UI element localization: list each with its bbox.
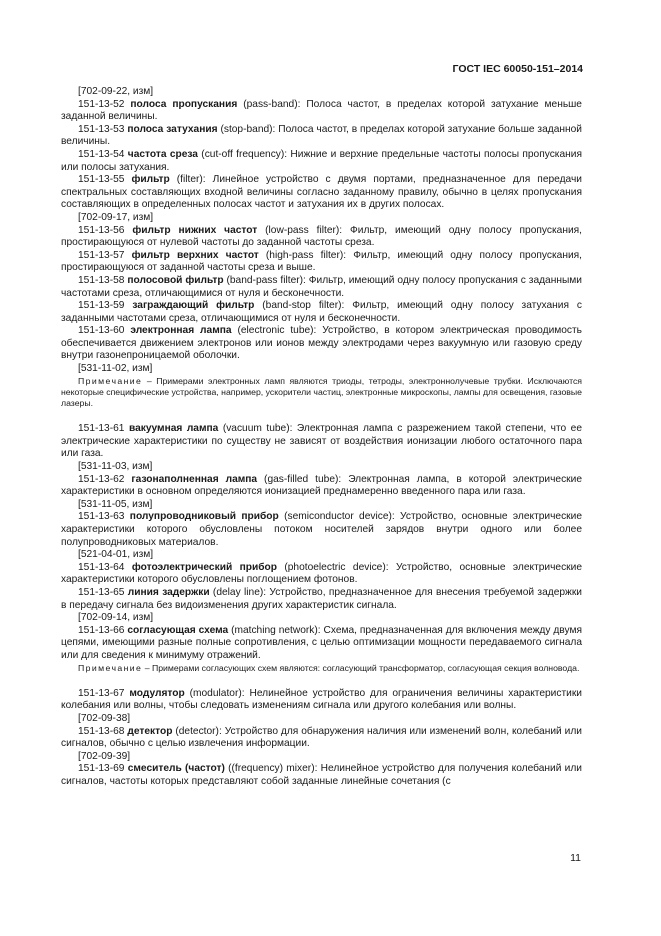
- entry-code: 151-13-69: [78, 763, 125, 775]
- entry-definition: (photoelectric device): Устройство, основные электрические характеристики которого обусловлены поглощением фотонов.: [61, 561, 582, 586]
- entry-term: газонаполненная лампа: [131, 473, 258, 485]
- entry-term: фильтр верхних частот: [131, 249, 259, 261]
- term-entry: [61, 688, 582, 713]
- entry-definition: (stop-band): Полоса частот, в пределах которой затухание больше заданной величины.: [61, 123, 582, 148]
- entry-code: 151-13-56: [78, 224, 125, 236]
- entry-term: частота среза: [127, 148, 198, 160]
- term-entry: [61, 174, 582, 212]
- term-entry: [61, 625, 582, 663]
- entry-term: линия задержки: [127, 586, 210, 598]
- entry-definition: (vacuum tube): Электронная лампа с разрежением такой степени, что ее электрические характеристики по существу не зависят от воздействия ионизации любого остаточного пара или газа.: [61, 423, 582, 460]
- term-entry: [61, 250, 582, 275]
- entry-code: 151-13-60: [78, 325, 125, 337]
- entry-definition: (low-pass filter): Фильтр, имеющий одну полосу пропускания, простирающуюся от нулевой частоты до заданной частоты среза.: [61, 224, 582, 249]
- entry-code: 151-13-63: [78, 511, 125, 523]
- entry-term: смеситель (частот): [127, 763, 225, 775]
- entry-code: 151-13-65: [78, 586, 125, 598]
- term-entry: [61, 225, 582, 250]
- entry-definition: (band-stop filter): Фильтр, имеющий одну полосу затухания с заданными частотами среза, отличающимися от нуля и бесконечности.: [61, 300, 582, 324]
- entry-term: модулятор: [129, 687, 185, 699]
- entry-code: 151-13-68: [78, 725, 125, 737]
- entry-definition: (electronic tube): Устройство, в котором электрическая проводимость обеспечивается движением электронов или ионов между электродами через вакуумную или газовую среду внутри газонепроницаемой оболочки.: [61, 325, 582, 362]
- entry-code: 151-13-55: [78, 174, 125, 186]
- entry-term: согласующая схема: [127, 624, 229, 636]
- source-reference: [531-11-02, изм]: [78, 363, 153, 375]
- term-entry: [61, 124, 582, 149]
- entry-term: фотоэлектрический прибор: [131, 561, 277, 573]
- entry-term: полупроводниковый прибор: [129, 511, 279, 523]
- paragraph-gap: [61, 409, 582, 423]
- term-entry: [61, 587, 582, 612]
- source-reference: [531-11-03, изм]: [78, 461, 153, 473]
- entry-code: 151-13-62: [78, 473, 125, 485]
- term-entry: [61, 562, 582, 587]
- entry-term: вакуумная лампа: [128, 423, 219, 435]
- note: [61, 376, 582, 410]
- standard-header: ГОСТ IEC 60050-151–2014: [452, 63, 583, 75]
- entry-term: полоса пропускания: [130, 98, 238, 110]
- source-reference: [531-11-05, изм]: [78, 498, 153, 510]
- note-text: – Примерами согласующих схем являются: согласующий трансформатор, согласующая секция волновода.: [142, 662, 580, 673]
- entry-code: 151-13-58: [78, 274, 125, 286]
- source-reference: [702-09-22, изм]: [78, 86, 154, 97]
- entry-definition: (band-pass filter): Фильтр, имеющий одну полосу пропускания с заданными частотами среза, отличающимися от нуля и бесконечности.: [61, 274, 582, 299]
- entry-code: 151-13-52: [78, 98, 125, 110]
- entry-definition: (pass-band): Полоса частот, в пределах которой затухание меньше заданной величины.: [61, 98, 582, 123]
- entry-code: 151-13-61: [78, 423, 125, 435]
- entry-term: заграждающий фильтр: [132, 300, 255, 312]
- page-number: 11: [570, 852, 581, 864]
- entry-code: 151-13-53: [78, 123, 125, 135]
- entry-definition: (high-pass filter): Фильтр, имеющий одну полосу пропускания, простирающуюся от заданной частоты среза и выше.: [61, 249, 582, 274]
- note-text: – Примерами электронных ламп являются триоды, тетроды, электроннолучевые трубки. Исключаются некоторые специфические устройства, например, ускорители частиц, электронные микроскопы, лампы для освещения, газовые лазеры.: [61, 375, 582, 409]
- paragraph-gap: [61, 674, 582, 688]
- term-entry: [61, 300, 582, 325]
- term-entry: [61, 423, 582, 461]
- entry-definition: (cut-off frequency): Нижние и верхние предельные частоты полосы пропускания или полосы затухания.: [61, 148, 582, 173]
- source-reference: [702-09-38]: [78, 712, 131, 724]
- entry-term: полосовой фильтр: [127, 274, 224, 286]
- note: [61, 663, 582, 674]
- entry-term: фильтр нижних частот: [132, 224, 258, 236]
- entry-definition: (semiconductor device): Устройство, основные электрические характеристики которого обусловлены потоком носителей зарядов внутри одного или более полупроводниковых материалов.: [61, 511, 582, 548]
- entry-term: фильтр: [131, 174, 170, 186]
- source-reference: [702-09-17, изм]: [78, 211, 154, 223]
- term-entry: [61, 149, 582, 174]
- entry-definition: ((frequency) mixer): Нелинейное устройство для получения колебаний или сигналов, частоты которых представляют собой заданные линейные сочетания (с: [61, 763, 582, 787]
- term-entry: [61, 275, 582, 300]
- term-entry: [61, 325, 582, 363]
- entry-code: 151-13-59: [78, 300, 125, 312]
- source-reference: [702-09-39]: [78, 750, 131, 762]
- note-label: Примечание: [78, 375, 143, 386]
- entry-term: электронная лампа: [130, 325, 232, 337]
- entry-definition: (matching network): Схема, предназначенная для включения между двумя цепями, имеющими разные полные сопротивления, с целью оптимизации мощности передаваемого сигнала или для сведения к минимуму отражений.: [61, 624, 582, 661]
- entry-definition: (modulator): Нелинейное устройство для ограничения величины характеристики колебания или волны, чтобы следовать изменениям сигнала или другого колебания или волны.: [61, 687, 582, 712]
- term-entry: [61, 726, 582, 751]
- document-body: [61, 86, 582, 789]
- entry-definition: (gas-filled tube): Электронная лампа, в которой электрические характеристики в основном определяются ионизацией преднамеренно введенного пара или газа.: [61, 473, 582, 498]
- term-entry: [61, 99, 582, 124]
- source-reference: [702-09-14, изм]: [78, 612, 154, 624]
- term-entry: [61, 763, 582, 788]
- note-label: Примечание: [78, 662, 143, 673]
- entry-term: детектор: [127, 725, 173, 737]
- term-entry: [61, 474, 582, 499]
- source-reference: [521-04-01, изм]: [78, 549, 154, 561]
- entry-definition: (detector): Устройство для обнаружения наличия или изменений волн, колебаний или сигналов, обычно с целью извлечения информации.: [61, 725, 582, 750]
- entry-term: полоса затухания: [127, 123, 218, 135]
- entry-code: 151-13-57: [78, 249, 125, 261]
- entry-definition: (filter): Линейное устройство с двумя портами, предназначенное для передачи спектральных составляющих входной величины согласно заданному правилу, обычно в целях пропускания составляющих в определенных полосах частот и затухания их в других полосах.: [61, 174, 582, 211]
- term-entry: [61, 511, 582, 549]
- entry-code: 151-13-66: [78, 624, 125, 636]
- entry-definition: (delay line): Устройство, предназначенное для внесения требуемой задержки в передачу сигнала без видоизменения других характеристик сигнала.: [61, 586, 582, 611]
- entry-code: 151-13-67: [78, 687, 125, 699]
- entry-code: 151-13-64: [78, 561, 125, 573]
- entry-code: 151-13-54: [78, 148, 125, 160]
